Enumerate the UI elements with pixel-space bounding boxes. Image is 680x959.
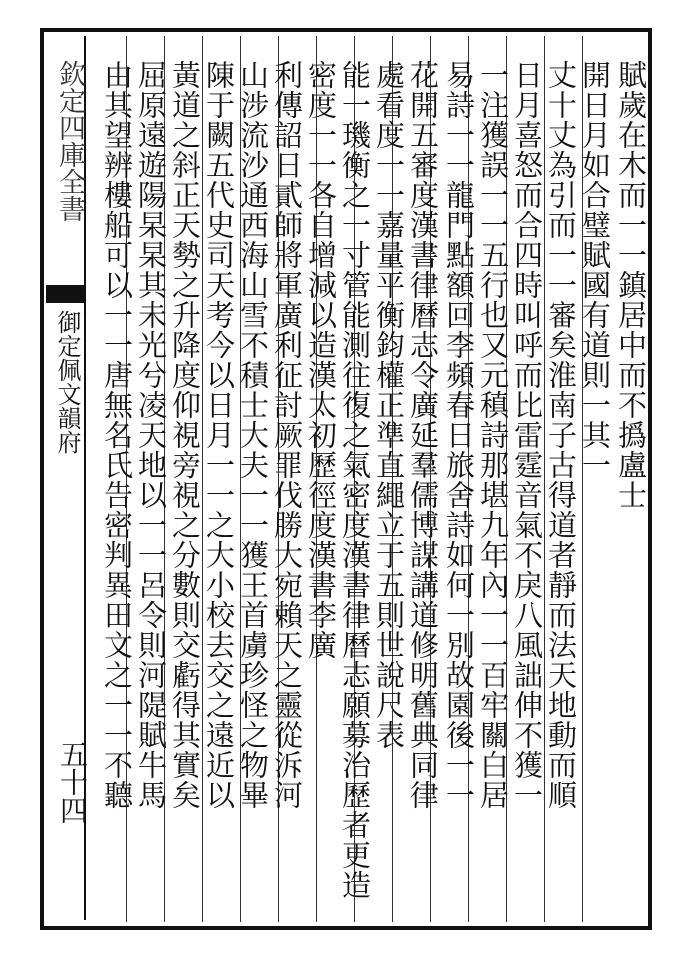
collection-title: 欽定四庫全書 — [54, 60, 85, 222]
text-column-10: 密度一一各自增減以造漢太初歷徑度漢書李廣 — [304, 60, 338, 660]
text-column-12: 山涉流沙通西海山雪不積士大夫一一獲王首虜珍怪之物畢 — [236, 60, 270, 810]
text-column-6: 易詩一一龍門點額回李頻春日旅舍詩如何一別故園後一一 — [442, 60, 476, 810]
text-column-14: 黃道之斜正天勢之升降度仰視旁視之分數則交虧得其實矣 — [168, 60, 202, 810]
text-column-4: 日月喜怒而合四時叫呼而比雷霆音氣不戾八風詘伸不獲一 — [510, 60, 544, 810]
text-column-11: 利傳詔日貳師將軍廣利征討厥罪伐勝大宛賴天之靈從泝河 — [270, 60, 304, 810]
text-column-7: 花開五審度漢書律曆志令廣延羣儒博謀講道修明舊典同律 — [406, 60, 440, 810]
text-column-16: 由其望辨樓船可以一一唐無名氏告密判異田文之一一不聽 — [100, 60, 134, 810]
page-number: 五十四 — [56, 740, 89, 824]
book-title: 御定佩文韻府 — [53, 310, 81, 454]
text-column-5: 一注獲誤一一五行也又元稹詩那堪九年內一一百牢關白居 — [476, 60, 510, 810]
text-column-9: 能一璣衡之一寸管能測往復之氣密度漢書律曆志願募治歷者更造 — [338, 60, 372, 900]
text-column-15: 屈原遠遊陽杲杲其未光兮凌天地以一一呂令則河隄賦牛馬 — [134, 60, 168, 810]
fishtail-mark — [46, 285, 86, 303]
text-column-8: 處看度一一嘉量平衡鈞權正準直繩立于五則世說尺表 — [372, 60, 406, 750]
text-column-13: 陳于闕五代史司天考今以日月一一之大小校去交之遠近以 — [202, 60, 236, 810]
text-column-2: 開日月如合璧賦國有道則一其一 — [578, 60, 612, 480]
text-column-3: 丈十丈為引而一一審矣淮南子古得道者靜而法天地動而順 — [544, 60, 578, 810]
text-column-1: 賦歲在木而一一鎮居中而不撝盧士 — [614, 60, 648, 510]
